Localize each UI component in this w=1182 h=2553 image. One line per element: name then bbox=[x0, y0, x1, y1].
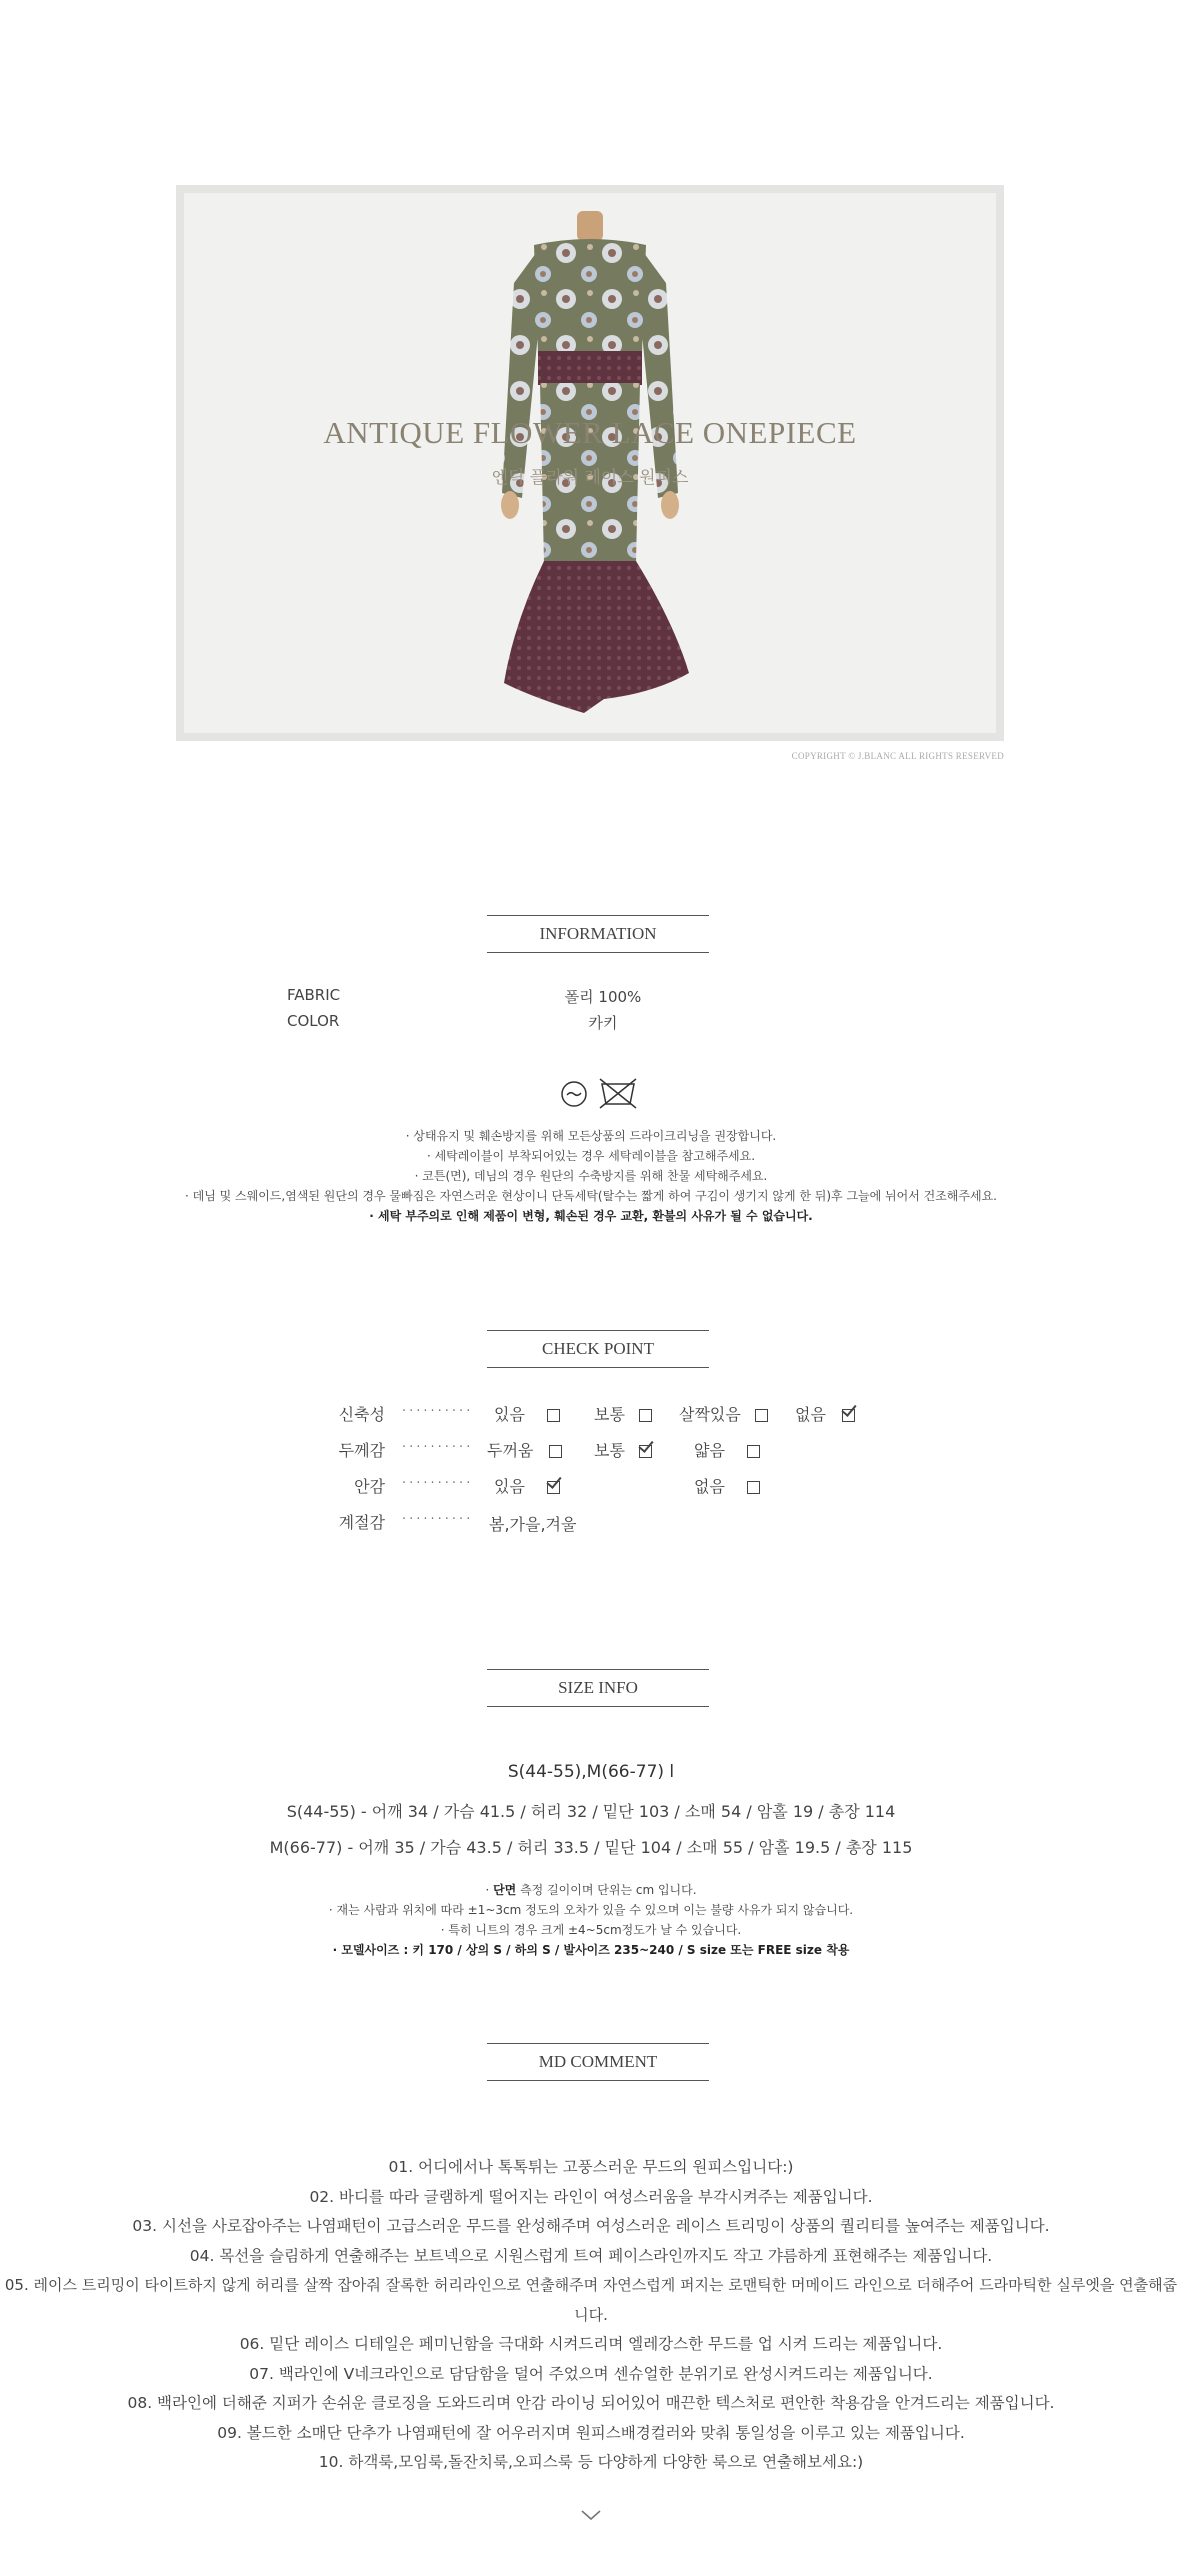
checkbox-icon bbox=[747, 1481, 760, 1494]
checkbox-icon bbox=[747, 1445, 760, 1458]
information-heading: INFORMATION bbox=[487, 915, 709, 953]
elasticity-label: 신축성 bbox=[338, 1405, 385, 1424]
care-warning: · 세탁 부주의로 인해 제품이 변형, 훼손된 경우 교환, 환불의 사유가 될 수 없습니다. bbox=[369, 1209, 813, 1223]
md-comment-line: 01. 어디에서나 톡톡튀는 고풍스러운 무드의 원피스입니다:) bbox=[388, 2158, 794, 2176]
checkbox-icon bbox=[549, 1445, 562, 1458]
hand-wash-icon bbox=[559, 1079, 589, 1109]
size-row-m: M(66-77) - 어깨 35 / 가슴 43.5 / 허리 33.5 / 밑단 104 / 소매 55 / 암홀 19.5 / 총장 115 bbox=[269, 1838, 913, 1857]
size-row-s: S(44-55) - 어깨 34 / 가슴 41.5 / 허리 32 / 밑단 103 / 소매 54 / 암홀 19 / 총장 114 bbox=[286, 1802, 896, 1821]
dotted-leader: ·········· bbox=[402, 1512, 474, 1527]
hero-photo bbox=[184, 193, 996, 733]
dotted-leader: ·········· bbox=[402, 1404, 474, 1419]
lining-label: 안감 bbox=[354, 1477, 385, 1496]
size-summary: S(44-55),M(66-77) l bbox=[507, 1762, 675, 1782]
thickness-label: 두께감 bbox=[338, 1441, 385, 1460]
md-comment-line: 06. 밑단 레이스 디테일은 페미닌함을 극대화 시켜드리며 엘레강스한 무드를 업 시켜 드리는 제품입니다. bbox=[239, 2335, 943, 2353]
season-value: 봄,가을,겨울 bbox=[489, 1515, 577, 1534]
option-thickness-normal: 보통 bbox=[594, 1438, 652, 1461]
fabric-label: FABRIC bbox=[287, 986, 341, 1004]
md-comment-line: 07. 백라인에 V네크라인으로 담담함을 덜어 주었으며 센슈얼한 분위기로 완성시켜드리는 제품입니다. bbox=[249, 2364, 933, 2383]
checked-checkbox-icon bbox=[842, 1409, 855, 1422]
season-label: 계절감 bbox=[338, 1513, 385, 1532]
check-point-heading: CHECK POINT bbox=[487, 1330, 709, 1368]
md-comment-line: 05. 레이스 트리밍이 타이트하지 않게 허리를 살짝 잡아줘 잘록한 허리라인으로 연출해주며 자연스럽게 퍼지는 로맨틱한 머메이드 라인으로 더해주어 드라마틱한 실루엣을 연출해줍니다. bbox=[4, 2276, 1178, 2324]
size-note-line: · 단면 측정 길이이며 단위는 cm 입니다. bbox=[485, 1883, 697, 1897]
copyright-text: COPYRIGHT © J.BLANC ALL RIGHTS RESERVED bbox=[791, 751, 1004, 761]
checkbox-icon bbox=[547, 1409, 560, 1422]
md-comment-line: 03. 시선을 사로잡아주는 나염패턴이 고급스러운 무드를 완성해주며 여성스러운 레이스 트리밍이 상품의 퀄리티를 높여주는 제품입니다. bbox=[132, 2217, 1050, 2235]
checkbox-icon bbox=[755, 1409, 768, 1422]
product-subtitle: 엔틱 플라워 레이스 원피스 bbox=[491, 468, 689, 488]
color-value: 카키 bbox=[588, 1014, 618, 1032]
checked-checkbox-icon bbox=[639, 1445, 652, 1458]
option-lining-no: 없음 bbox=[694, 1474, 760, 1497]
dotted-leader: ·········· bbox=[402, 1440, 474, 1455]
md-comment-line: 10. 하객룩,모임룩,돌잔치룩,오피스룩 등 다양하게 다양한 룩으로 연출해보세요:) bbox=[318, 2453, 864, 2471]
checkbox-icon bbox=[639, 1409, 652, 1422]
model-size: · 모델사이즈 : 키 170 / 상의 S / 하의 S / 발사이즈 235~240 / S size 또는 FREE size 착용 bbox=[332, 1943, 850, 1957]
md-comment-line: 09. 볼드한 소매단 단추가 나염패턴에 잘 어우러지며 원피스배경컬러와 맞춰 통일성을 이루고 있는 제품입니다. bbox=[217, 2423, 965, 2442]
care-instructions bbox=[0, 1126, 1182, 1226]
md-comment-line: 08. 백라인에 더해준 지퍼가 손쉬운 클로징을 도와드리며 안감 라이닝 되어있어 매끈한 텍스처로 편안한 착용감을 안겨드리는 제품입니다. bbox=[127, 2394, 1055, 2412]
care-line: · 상태유지 및 훼손방지를 위해 모든상품의 드라이크리닝을 권장합니다. bbox=[405, 1129, 777, 1143]
checked-checkbox-icon bbox=[547, 1481, 560, 1494]
size-note-line: · 재는 사람과 위치에 따라 ±1~3cm 정도의 오차가 있을 수 있으며 이는 불량 사유가 되지 않습니다. bbox=[328, 1903, 854, 1917]
option-elasticity-slight: 살짝있음 bbox=[679, 1402, 768, 1425]
option-thickness-thick: 두꺼움 bbox=[487, 1438, 562, 1461]
color-label: COLOR bbox=[287, 1012, 340, 1030]
chevron-down-icon[interactable] bbox=[580, 2504, 602, 2526]
option-elasticity-none: 없음 bbox=[795, 1402, 855, 1425]
care-line: · 데님 및 스웨이드,염색된 원단의 경우 물빠짐은 자연스러운 현상이니 단독세탁(탈수는 짧게 하여 구김이 생기지 않게 한 뒤)후 그늘에 뉘어서 건조해주세요. bbox=[185, 1189, 997, 1203]
care-line: · 세탁레이블이 부착되어있는 경우 세탁레이블을 참고해주세요. bbox=[426, 1149, 756, 1163]
fabric-value: 폴리 100% bbox=[564, 988, 642, 1006]
product-hero bbox=[176, 185, 1004, 741]
md-comment-heading: MD COMMENT bbox=[487, 2043, 709, 2081]
option-thickness-thin: 얇음 bbox=[694, 1438, 760, 1461]
md-comment-line: 02. 바디를 따라 글램하게 떨어지는 라인이 여성스러움을 부각시켜주는 제품입니다. bbox=[309, 2187, 873, 2206]
product-title: ANTIQUE FLOWER LACE ONEPIECE bbox=[323, 415, 857, 450]
md-comment-line: 04. 목선을 슬림하게 연출해주는 보트넥으로 시원스럽게 트여 페이스라인까지도 작고 갸름하게 표현해주는 제품입니다. bbox=[189, 2246, 993, 2265]
option-elasticity-normal: 보통 bbox=[594, 1402, 652, 1425]
care-line: · 코튼(면), 데님의 경우 원단의 수축방지를 위해 찬물 세탁해주세요. bbox=[414, 1169, 768, 1183]
size-note-line: · 특히 니트의 경우 크게 ±4~5cm정도가 날 수 있습니다. bbox=[440, 1923, 742, 1937]
option-elasticity-yes: 있음 bbox=[494, 1402, 560, 1425]
size-info-heading: SIZE INFO bbox=[487, 1669, 709, 1707]
size-notes bbox=[0, 1880, 1182, 1960]
dotted-leader: ·········· bbox=[402, 1476, 474, 1491]
option-lining-yes: 있음 bbox=[494, 1474, 560, 1497]
no-tumble-dry-icon bbox=[598, 1076, 638, 1110]
md-comment-list bbox=[0, 2153, 1182, 2478]
